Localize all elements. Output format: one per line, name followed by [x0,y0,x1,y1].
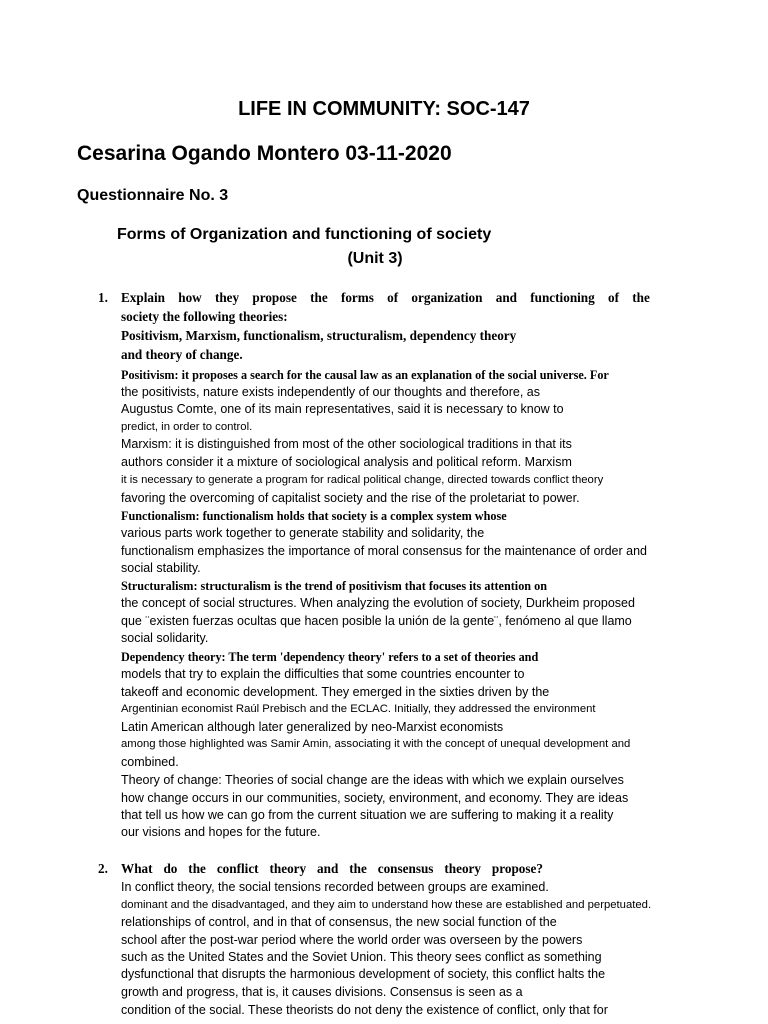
answer-2-line: condition of the social. These theorists do not deny the existence of conflict, only that for [121,1003,608,1017]
answer-1-line: Structuralism: structuralism is the trend of positivism that focuses its attention on [121,579,547,593]
answer-1-line: Marxism: it is distinguished from most of the other sociological traditions in that its [121,437,572,451]
author-date: Cesarina Ogando Montero 03-11-2020 [77,142,452,165]
section-title: Forms of Organization and functioning of society [117,226,492,243]
document-title: LIFE IN COMMUNITY: SOC-147 [238,98,530,120]
answer-1-line: that tell us how we can go from the current situation we are suffering to making it a reality [121,808,614,822]
question-2-line-1: What do the conflict theory and the consensus theory propose? [121,861,543,876]
question-1-number: 1. [98,290,108,305]
unit-label: (Unit 3) [347,250,403,267]
question-1-line-1: Explain how they propose the forms of organization and functioning of the [121,290,650,305]
answer-1-line: it is necessary to generate a program for radical political change, directed towards conflict theory [121,474,604,486]
answer-1-line: our visions and hopes for the future. [121,825,321,839]
answer-1-line: favoring the overcoming of capitalist society and the rise of the proletariat to power. [121,491,580,505]
question-1-line-3: Positivism, Marxism, functionalism, structuralism, dependency theory [121,328,517,343]
answer-1-line: predict, in order to control. [121,421,253,433]
answer-1-line: functionalism emphasizes the importance of moral consensus for the maintenance of order and [121,544,647,558]
questionnaire-number: Questionnaire No. 3 [77,187,229,204]
answer-1-line: among those highlighted was Samir Amin, associating it with the concept of unequal development and [121,738,631,750]
question-1-line-4: and theory of change. [121,347,243,362]
answer-1-line: social solidarity. [121,631,209,645]
answer-1-line: que ¨existen fuerzas ocultas que hacen posible la unión de la gente¨, fenómeno al que llamo [121,614,632,628]
answer-1-line: the positivists, nature exists independently of our thoughts and therefore, as [121,385,541,399]
answer-2-line: such as the United States and the Soviet Union. This theory sees conflict as something [121,950,602,964]
answer-1-line: various parts work together to generate stability and solidarity, the [121,526,485,540]
answer-1-line: Theory of change: Theories of social change are the ideas with which we explain ourselves [121,773,624,787]
question-1-line-2: society the following theories: [121,309,288,324]
answer-1-line: Latin American although later generalized by neo-Marxist economists [121,720,504,734]
answer-1-line: the concept of social structures. When analyzing the evolution of society, Durkheim proposed [121,596,635,610]
answer-1-line: takeoff and economic development. They emerged in the sixties driven by the [121,685,550,699]
answer-1-line: how change occurs in our communities, society, environment, and economy. They are ideas [121,791,629,805]
answer-2-line: relationships of control, and in that of consensus, the new social function of the [121,915,557,929]
answer-2-line: dominant and the disadvantaged, and they aim to understand how these are established and perpetuated. [121,899,652,911]
answer-1-line: Augustus Comte, one of its main representatives, said it is necessary to know to [121,402,564,416]
answer-1-line: Positivism: it proposes a search for the causal law as an explanation of the social universe. For [121,368,609,382]
answer-1-line: Dependency theory: The term 'dependency theory' refers to a set of theories and [121,650,539,664]
answer-1-line: models that try to explain the difficulties that some countries encounter to [121,667,525,681]
answer-1-line: Argentinian economist Raúl Prebisch and the ECLAC. Initially, they addressed the environment [121,703,596,715]
question-2-number: 2. [98,861,108,876]
answer-2-line: growth and progress, that is, it causes divisions. Consensus is seen as a [121,985,523,999]
answer-1-line: authors consider it a mixture of sociological analysis and political reform. Marxism [121,455,572,469]
answer-1-line: combined. [121,755,179,769]
answer-2-line: school after the post-war period where the world order was overseen by the powers [121,933,583,947]
answer-1-line: social stability. [121,561,201,575]
answer-2-line: In conflict theory, the social tensions recorded between groups are examined. [121,880,549,894]
answer-1-line: Functionalism: functionalism holds that society is a complex system whose [121,509,507,523]
answer-2-line: dysfunctional that disrupts the harmonious development of society, this conflict halts the [121,967,606,981]
